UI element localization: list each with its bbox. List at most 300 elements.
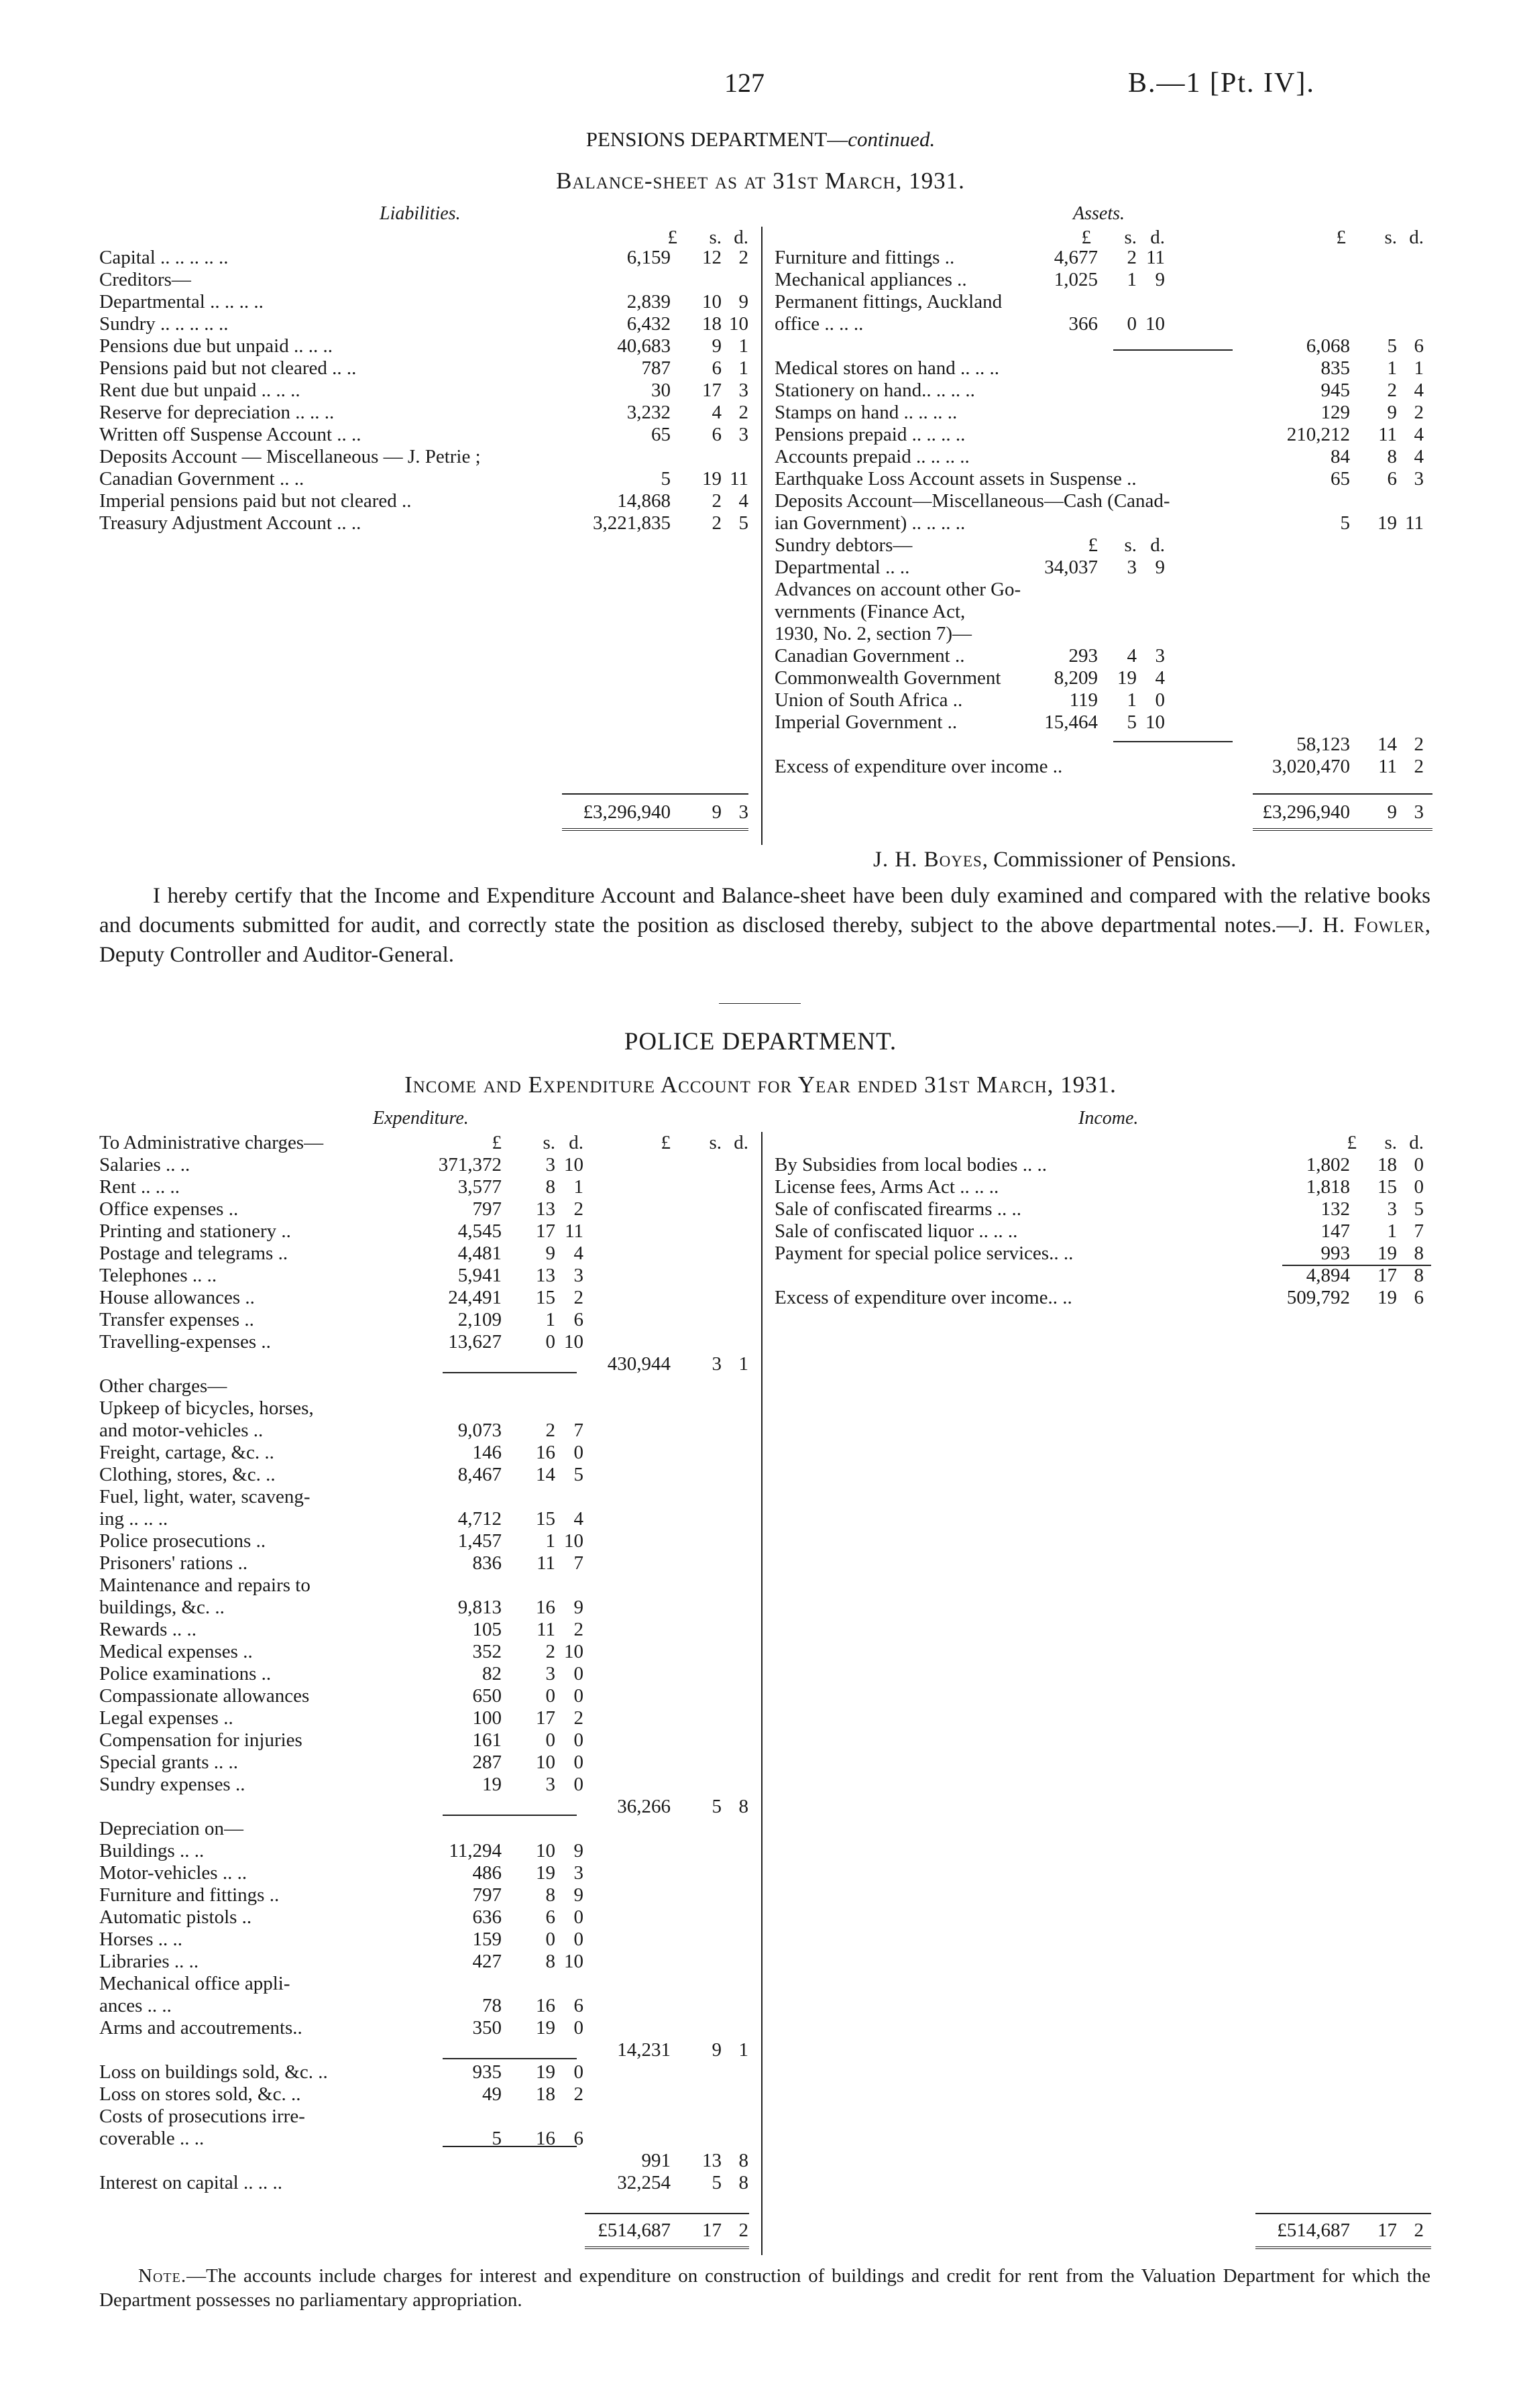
income-row-pence: 0 bbox=[1414, 1176, 1424, 1198]
income-row-pounds: 1,818 bbox=[1306, 1176, 1350, 1198]
expenditure-row-inner-pounds: 352 bbox=[472, 1641, 502, 1662]
expenditure-row-inner-shillings: 8 bbox=[545, 1884, 555, 1906]
expenditure-row-inner-pence: 10 bbox=[564, 1154, 583, 1176]
expenditure-row-pence: 1 bbox=[738, 1353, 748, 1375]
asset-row-inner-shillings: 1 bbox=[1127, 689, 1137, 711]
asset-row-label: Mechanical appliances .. bbox=[775, 269, 967, 290]
asset-row-inner-shillings: 19 bbox=[1117, 667, 1137, 689]
income-total-pounds: £514,687 bbox=[1277, 2220, 1350, 2241]
income-row bbox=[775, 1154, 1432, 1176]
expenditure-row-inner-pounds: 427 bbox=[472, 1951, 502, 1972]
col-shillings-header: s. bbox=[1384, 227, 1397, 248]
asset-row-inner-pence: 10 bbox=[1145, 711, 1165, 733]
expenditure-row-inner-pence: 1 bbox=[573, 1176, 583, 1198]
asset-row-inner-pounds: 293 bbox=[1068, 645, 1098, 667]
expenditure-row bbox=[99, 2128, 756, 2150]
asset-row-inner-pounds: 1,025 bbox=[1054, 269, 1098, 290]
expenditure-row-inner-pence: 10 bbox=[564, 1530, 583, 1552]
expenditure-row-label: Depreciation on— bbox=[99, 1818, 244, 1839]
expenditure-row-inner-pence: 2 bbox=[573, 1619, 583, 1640]
expenditure-row bbox=[99, 1774, 756, 1796]
liability-row bbox=[99, 446, 756, 468]
asset-row-pounds: 129 bbox=[1320, 402, 1350, 423]
expenditure-row-inner-shillings: 10 bbox=[536, 1752, 555, 1773]
expenditure-row-inner-shillings: 3 bbox=[545, 1663, 555, 1684]
asset-row-inner-shillings: 3 bbox=[1127, 557, 1137, 578]
liability-row-pounds: 6,159 bbox=[626, 247, 671, 268]
liability-row-label: Capital .. .. .. .. .. bbox=[99, 247, 229, 268]
section-separator bbox=[719, 1003, 801, 1004]
asset-row-inner-pounds: 15,464 bbox=[1044, 711, 1098, 733]
balance-sheet-divider bbox=[761, 227, 763, 845]
expenditure-row bbox=[99, 1486, 756, 1508]
income-total-pence: 2 bbox=[1414, 2220, 1424, 2241]
expenditure-row-inner-pounds: 11,294 bbox=[449, 1840, 502, 1861]
expenditure-row-inner-shillings: 16 bbox=[536, 2128, 555, 2149]
asset-row bbox=[775, 402, 1432, 424]
income-row-label: Sale of confiscated firearms .. .. bbox=[775, 1198, 1021, 1220]
expenditure-row-inner-pence: 0 bbox=[573, 1442, 583, 1463]
liability-row-pounds: 14,868 bbox=[617, 490, 671, 512]
asset-row-pounds: 58,123 bbox=[1296, 734, 1350, 755]
asset-row bbox=[775, 512, 1432, 534]
expenditure-row-inner-pounds: 105 bbox=[472, 1619, 502, 1640]
expenditure-row-inner-shillings: 16 bbox=[536, 1995, 555, 2016]
expenditure-row-inner-pence: 2 bbox=[573, 1287, 583, 1308]
expenditure-total-shillings: 17 bbox=[702, 2220, 722, 2241]
liability-row bbox=[99, 490, 756, 512]
expenditure-row-inner-shillings: 13 bbox=[536, 1198, 555, 1220]
expenditure-row-pounds: 991 bbox=[641, 2150, 671, 2171]
expenditure-row-inner-pence: 0 bbox=[573, 1685, 583, 1707]
expenditure-row-pence: 1 bbox=[738, 2039, 748, 2061]
expenditure-row-inner-pounds: 797 bbox=[472, 1884, 502, 1906]
expenditure-row-inner-pence: d. bbox=[569, 1132, 583, 1153]
expenditure-row-inner-shillings: 8 bbox=[545, 1951, 555, 1972]
liability-row-shillings: 18 bbox=[702, 313, 722, 335]
expenditure-row-inner-pence: 9 bbox=[573, 1597, 583, 1618]
asset-row-inner-pence: 9 bbox=[1155, 269, 1165, 290]
income-row-shillings: 15 bbox=[1377, 1176, 1397, 1198]
expenditure-row-inner-pence: 6 bbox=[573, 1309, 583, 1330]
expenditure-row-label: Loss on buildings sold, &c. .. bbox=[99, 2061, 328, 2083]
certification-text: I hereby certify that the Income and Expenditure Account and Balance-sheet have been duly examined and compared with the relative books and documents submitted for audit, and correctly state the position as disclosed thereby, subject to the above departmental notes.— bbox=[99, 884, 1430, 937]
expenditure-row-inner-pounds: 3,577 bbox=[457, 1176, 502, 1198]
liability-row-label: Reserve for depreciation .. .. .. bbox=[99, 402, 335, 423]
asset-row bbox=[775, 357, 1432, 380]
liability-row-pounds: 30 bbox=[651, 380, 671, 401]
pensions-title-cont: continued. bbox=[848, 127, 936, 151]
expenditure-row-pounds: 14,231 bbox=[617, 2039, 671, 2061]
expenditure-row bbox=[99, 1552, 756, 1574]
liability-row-label: Pensions paid but not cleared .. .. bbox=[99, 357, 357, 379]
expenditure-row-inner-pence: 6 bbox=[573, 2128, 583, 2149]
asset-row bbox=[775, 380, 1432, 402]
assets-heading: Assets. bbox=[1073, 203, 1125, 224]
income-row-shillings: 17 bbox=[1377, 1265, 1397, 1286]
expenditure-row bbox=[99, 2061, 756, 2083]
liability-row-shillings: 12 bbox=[702, 247, 722, 268]
liability-row bbox=[99, 247, 756, 269]
asset-row-shillings: 6 bbox=[1387, 468, 1397, 490]
asset-row bbox=[775, 579, 1432, 601]
expenditure-row bbox=[99, 1597, 756, 1619]
expenditure-row-inner-pounds: 13,627 bbox=[448, 1331, 502, 1353]
expenditure-row-inner-pence: 4 bbox=[573, 1508, 583, 1530]
expenditure-row-inner-pounds: 4,545 bbox=[457, 1220, 502, 1242]
income-total-rule bbox=[1255, 2213, 1431, 2214]
income-row-pounds: 993 bbox=[1320, 1243, 1350, 1264]
expenditure-row bbox=[99, 1663, 756, 1685]
expenditure-row-inner-pounds: 24,491 bbox=[448, 1287, 502, 1308]
asset-row-shillings: 9 bbox=[1387, 402, 1397, 423]
income-total-shillings: 17 bbox=[1377, 2220, 1397, 2241]
assets-total-pounds: £3,296,940 bbox=[1262, 801, 1350, 823]
income-row-shillings: 3 bbox=[1387, 1198, 1397, 1220]
expenditure-row-inner-pounds: 836 bbox=[472, 1552, 502, 1574]
expenditure-row-pence: 8 bbox=[738, 1796, 748, 1817]
expenditure-row-inner-pounds: 9,073 bbox=[457, 1420, 502, 1441]
income-row-pence: 0 bbox=[1414, 1154, 1424, 1176]
asset-row-label: 1930, No. 2, section 7)— bbox=[775, 623, 972, 644]
asset-row-inner-shillings: 5 bbox=[1127, 711, 1137, 733]
income-row-shillings: s. bbox=[1384, 1132, 1397, 1153]
assets-column-header bbox=[775, 227, 1432, 249]
income-row-pence: 8 bbox=[1414, 1265, 1424, 1286]
expenditure-row-inner-pounds: 636 bbox=[472, 1906, 502, 1928]
expenditure-row-label: Mechanical office appli- bbox=[99, 1973, 290, 1994]
expenditure-row-label: buildings, &c. .. bbox=[99, 1597, 225, 1618]
asset-row bbox=[775, 335, 1432, 357]
expenditure-row bbox=[99, 1353, 756, 1375]
income-row-pounds: 4,894 bbox=[1306, 1265, 1350, 1286]
expenditure-row-inner-shillings: 14 bbox=[536, 1464, 555, 1485]
liability-row bbox=[99, 291, 756, 313]
balance-sheet-title: Balance-sheet as at 31st March, 1931. bbox=[556, 168, 965, 194]
liability-row-shillings: 9 bbox=[712, 335, 722, 357]
asset-row-shillings: 11 bbox=[1378, 756, 1397, 777]
col-pounds-header: £ bbox=[1081, 227, 1091, 248]
expenditure-row-label: House allowances .. bbox=[99, 1287, 255, 1308]
liability-row bbox=[99, 402, 756, 424]
col-pence-header: d. bbox=[1409, 227, 1424, 248]
expenditure-row-label: Prisoners' rations .. bbox=[99, 1552, 248, 1574]
expenditure-total-row bbox=[99, 2220, 756, 2242]
asset-row bbox=[775, 291, 1432, 313]
expenditure-row bbox=[99, 1929, 756, 1951]
income-row bbox=[775, 1243, 1432, 1265]
expenditure-row-inner-pounds: 159 bbox=[472, 1929, 502, 1950]
asset-row bbox=[775, 534, 1432, 557]
asset-row bbox=[775, 446, 1432, 468]
assets-total-pence: 3 bbox=[1414, 801, 1424, 823]
liability-row bbox=[99, 269, 756, 291]
asset-row-inner-pence: 0 bbox=[1155, 689, 1165, 711]
expenditure-row bbox=[99, 1397, 756, 1420]
expenditure-row bbox=[99, 1464, 756, 1486]
asset-row bbox=[775, 645, 1432, 667]
expenditure-row-label: ing .. .. .. bbox=[99, 1508, 168, 1530]
liabilities-total-row bbox=[99, 801, 756, 823]
expenditure-row-inner-pence: 0 bbox=[573, 1663, 583, 1684]
col-pence-header: d. bbox=[1150, 227, 1165, 248]
expenditure-row-inner-pounds: 5 bbox=[492, 2128, 502, 2149]
asset-row-label: Imperial Government .. bbox=[775, 711, 958, 733]
expenditure-row-inner-pounds: 4,712 bbox=[457, 1508, 502, 1530]
expenditure-row-label: Office expenses .. bbox=[99, 1198, 239, 1220]
asset-row-inner-pence: 11 bbox=[1146, 247, 1165, 268]
asset-row bbox=[775, 734, 1432, 756]
liability-row-label: Treasury Adjustment Account .. .. bbox=[99, 512, 361, 534]
expenditure-row-label: Maintenance and repairs to bbox=[99, 1574, 311, 1596]
asset-row-label: Union of South Africa .. bbox=[775, 689, 963, 711]
liability-row-shillings: 2 bbox=[712, 490, 722, 512]
income-row-label: License fees, Arms Act .. .. .. bbox=[775, 1176, 999, 1198]
income-row-label: Sale of confiscated liquor .. .. .. bbox=[775, 1220, 1018, 1242]
liability-row-pence: 1 bbox=[738, 335, 748, 357]
expenditure-row bbox=[99, 1995, 756, 2017]
expenditure-row-inner-shillings: 3 bbox=[545, 1774, 555, 1795]
asset-row-shillings: 8 bbox=[1387, 446, 1397, 467]
expenditure-row-label: Other charges— bbox=[99, 1375, 227, 1397]
income-total-double-rule bbox=[1255, 2246, 1431, 2249]
asset-row-label: ian Government) .. .. .. .. bbox=[775, 512, 966, 534]
expenditure-row bbox=[99, 1752, 756, 1774]
asset-row-inner-pounds: 119 bbox=[1069, 689, 1098, 711]
expenditure-row-pence: d. bbox=[734, 1132, 748, 1153]
col-shillings-header: s. bbox=[1124, 227, 1137, 248]
expenditure-row-inner-pounds: 5,941 bbox=[457, 1265, 502, 1286]
expenditure-row-inner-shillings: 19 bbox=[536, 2061, 555, 2083]
expenditure-row-label: Costs of prosecutions irre- bbox=[99, 2106, 305, 2127]
expenditure-row-pence: 8 bbox=[738, 2172, 748, 2193]
asset-row-label: Accounts prepaid .. .. .. .. bbox=[775, 446, 970, 467]
income-row-pounds: £ bbox=[1347, 1132, 1357, 1153]
liability-row-pence: 10 bbox=[729, 313, 748, 335]
expenditure-row-pounds: 430,944 bbox=[607, 1353, 671, 1375]
expenditure-row-label: Upkeep of bicycles, horses, bbox=[99, 1397, 314, 1419]
liability-row-shillings: 4 bbox=[712, 402, 722, 423]
liability-row-label: Deposits Account — Miscellaneous — J. Petrie ; bbox=[99, 446, 481, 467]
liability-row-shillings: 6 bbox=[712, 424, 722, 445]
asset-row-label: Departmental .. .. bbox=[775, 557, 910, 578]
expenditure-row bbox=[99, 1309, 756, 1331]
income-row-pounds: 509,792 bbox=[1286, 1287, 1350, 1308]
expenditure-row-inner-pounds: 9,813 bbox=[457, 1597, 502, 1618]
expenditure-row-label: Loss on stores sold, &c. .. bbox=[99, 2083, 301, 2105]
liability-row bbox=[99, 357, 756, 380]
income-heading: Income. bbox=[1078, 1108, 1139, 1129]
expenditure-row-label: Travelling-expenses .. bbox=[99, 1331, 271, 1353]
expenditure-row-inner-pounds: 4,481 bbox=[457, 1243, 502, 1264]
expenditure-row-inner-shillings: 8 bbox=[545, 1176, 555, 1198]
expenditure-row-inner-shillings: 15 bbox=[536, 1287, 555, 1308]
expenditure-row-inner-pence: 3 bbox=[573, 1862, 583, 1884]
expenditure-row-label: Motor-vehicles .. .. bbox=[99, 1862, 247, 1884]
pensions-title bbox=[0, 127, 1521, 152]
expenditure-row-label: Clothing, stores, &c. .. bbox=[99, 1464, 276, 1485]
asset-row-pence: 3 bbox=[1414, 468, 1424, 490]
expenditure-row-inner-pence: 11 bbox=[565, 1220, 583, 1242]
income-row-shillings: 19 bbox=[1377, 1243, 1397, 1264]
expenditure-row-inner-pence: 0 bbox=[573, 1729, 583, 1751]
expenditure-row-inner-pence: 6 bbox=[573, 1995, 583, 2016]
signature-title: , Commissioner of Pensions. bbox=[982, 848, 1237, 872]
liability-row bbox=[99, 512, 756, 534]
asset-row-label: office .. .. .. bbox=[775, 313, 864, 335]
asset-row-label: Excess of expenditure over income .. bbox=[775, 756, 1063, 777]
expenditure-row-label: Freight, cartage, &c. .. bbox=[99, 1442, 274, 1463]
expenditure-row-inner-shillings: 19 bbox=[536, 2017, 555, 2039]
asset-row-pounds: 6,068 bbox=[1306, 335, 1350, 357]
col-shillings-header: s. bbox=[709, 227, 722, 248]
asset-row-inner-shillings: s. bbox=[1124, 534, 1137, 556]
expenditure-row-inner-pence: 7 bbox=[573, 1420, 583, 1441]
expenditure-row-label: Libraries .. .. bbox=[99, 1951, 199, 1972]
expenditure-row-inner-pence: 4 bbox=[573, 1243, 583, 1264]
expenditure-row-label: Furniture and fittings .. bbox=[99, 1884, 280, 1906]
page-number: 127 bbox=[724, 68, 765, 98]
income-expenditure-divider bbox=[761, 1132, 763, 2255]
assets-subtotal-rule-2 bbox=[1113, 741, 1233, 742]
expenditure-row-label: coverable .. .. bbox=[99, 2128, 205, 2149]
expenditure-row-pounds: 36,266 bbox=[617, 1796, 671, 1817]
liability-row-pounds: 2,839 bbox=[626, 291, 671, 312]
expenditure-row bbox=[99, 2083, 756, 2106]
liabilities-total-pence: 3 bbox=[738, 801, 748, 823]
liability-row-pence: 3 bbox=[738, 380, 748, 401]
asset-row-shillings: 14 bbox=[1377, 734, 1397, 755]
expenditure-row-inner-pounds: 146 bbox=[472, 1442, 502, 1463]
expenditure-row-inner-shillings: 3 bbox=[545, 1154, 555, 1176]
income-table bbox=[775, 1132, 1432, 1400]
expenditure-row-label: and motor-vehicles .. bbox=[99, 1420, 264, 1441]
liability-row-pounds: 5 bbox=[661, 468, 671, 490]
asset-row-label: Furniture and fittings .. bbox=[775, 247, 955, 268]
expenditure-row bbox=[99, 1906, 756, 1929]
asset-row bbox=[775, 756, 1432, 778]
expenditure-row bbox=[99, 1442, 756, 1464]
expenditure-row-inner-shillings: 11 bbox=[537, 1619, 555, 1640]
asset-row bbox=[775, 601, 1432, 623]
expenditure-row-inner-pence: 0 bbox=[573, 1774, 583, 1795]
expenditure-row-inner-pounds: 82 bbox=[482, 1663, 502, 1684]
expenditure-row-label: Salaries .. .. bbox=[99, 1154, 190, 1176]
expenditure-row bbox=[99, 1375, 756, 1397]
asset-row-label: Stationery on hand.. .. .. .. bbox=[775, 380, 975, 401]
expenditure-row bbox=[99, 1530, 756, 1552]
liability-row-pence: 1 bbox=[738, 357, 748, 379]
expenditure-row-inner-pounds: 161 bbox=[472, 1729, 502, 1751]
liability-row-pence: 2 bbox=[738, 247, 748, 268]
liability-row-shillings: 17 bbox=[702, 380, 722, 401]
asset-row-pence: 11 bbox=[1405, 512, 1424, 534]
expenditure-row-inner-shillings: 0 bbox=[545, 1729, 555, 1751]
exp-subtotal-rule-2 bbox=[443, 1815, 577, 1816]
asset-row-inner-pounds: £ bbox=[1088, 534, 1098, 556]
income-row bbox=[775, 1176, 1432, 1198]
expenditure-row bbox=[99, 1508, 756, 1530]
liabilities-rows bbox=[99, 247, 756, 823]
asset-row-inner-pence: 10 bbox=[1145, 313, 1165, 335]
liabilities-heading: Liabilities. bbox=[380, 203, 461, 224]
expenditure-row bbox=[99, 1220, 756, 1243]
income-row-shillings: 1 bbox=[1387, 1220, 1397, 1242]
assets-rows bbox=[775, 247, 1432, 823]
liability-row-pence: 11 bbox=[730, 468, 748, 490]
expenditure-row bbox=[99, 1574, 756, 1597]
expenditure-row-label: Police examinations .. bbox=[99, 1663, 272, 1684]
expenditure-row bbox=[99, 1973, 756, 1995]
expenditure-row-inner-pence: 9 bbox=[573, 1884, 583, 1906]
expenditure-row-inner-shillings: 13 bbox=[536, 1265, 555, 1286]
liability-row-pounds: 787 bbox=[641, 357, 671, 379]
expenditure-row bbox=[99, 1619, 756, 1641]
exp-total-rule bbox=[585, 2213, 749, 2214]
expenditure-row-label: Buildings .. .. bbox=[99, 1840, 205, 1861]
liabilities-table bbox=[99, 227, 756, 830]
asset-row-pence: 2 bbox=[1414, 402, 1424, 423]
expenditure-row-inner-pence: 10 bbox=[564, 1641, 583, 1662]
assets-table bbox=[775, 227, 1432, 830]
income-row-pence: 8 bbox=[1414, 1243, 1424, 1264]
assets-total-double-rule bbox=[1253, 828, 1432, 831]
expenditure-row-inner-pounds: 797 bbox=[472, 1198, 502, 1220]
note-text: —The accounts include charges for interest and expenditure on construction of buildings and credit for rent from the Valuation Department for which the Department possesses no parliamentary appropriation. bbox=[99, 2265, 1430, 2311]
liabilities-total-rule bbox=[562, 793, 748, 795]
liabilities-total-pounds: £3,296,940 bbox=[583, 801, 671, 823]
liability-row-shillings: 19 bbox=[702, 468, 722, 490]
expenditure-row-label: Rent .. .. .. bbox=[99, 1176, 180, 1198]
liability-row-pence: 5 bbox=[738, 512, 748, 534]
expenditure-row-inner-shillings: 0 bbox=[545, 1929, 555, 1950]
expenditure-row bbox=[99, 1287, 756, 1309]
expenditure-row-inner-pence: 2 bbox=[573, 1198, 583, 1220]
asset-row-pence: 1 bbox=[1414, 357, 1424, 379]
expenditure-row-inner-shillings: 10 bbox=[536, 1840, 555, 1861]
asset-row-pence: 2 bbox=[1414, 734, 1424, 755]
expenditure-row-inner-shillings: 9 bbox=[545, 1243, 555, 1264]
expenditure-row-inner-shillings: 19 bbox=[536, 1862, 555, 1884]
asset-row-pounds: 65 bbox=[1331, 468, 1350, 490]
expenditure-row bbox=[99, 1198, 756, 1220]
income-row-label: Excess of expenditure over income.. .. bbox=[775, 1287, 1072, 1308]
asset-row-shillings: 11 bbox=[1378, 424, 1397, 445]
income-row-pounds: 1,802 bbox=[1306, 1154, 1350, 1176]
exp-subtotal-rule-4 bbox=[443, 2146, 577, 2147]
expenditure-row-inner-pounds: 935 bbox=[472, 2061, 502, 2083]
expenditure-row-inner-pence: 3 bbox=[573, 1265, 583, 1286]
asset-row bbox=[775, 711, 1432, 734]
expenditure-row-inner-shillings: 17 bbox=[536, 1707, 555, 1729]
asset-row-pence: 4 bbox=[1414, 446, 1424, 467]
commissioner-signature bbox=[873, 848, 1236, 872]
expenditure-row-shillings: 13 bbox=[702, 2150, 722, 2171]
expenditure-row-label: Special grants .. .. bbox=[99, 1752, 238, 1773]
income-row-pence: 6 bbox=[1414, 1287, 1424, 1308]
liability-row-pence: 2 bbox=[738, 402, 748, 423]
liability-row-pounds: 65 bbox=[651, 424, 671, 445]
expenditure-row bbox=[99, 1951, 756, 1973]
liability-row-shillings: 2 bbox=[712, 512, 722, 534]
expenditure-row bbox=[99, 2017, 756, 2039]
expenditure-row bbox=[99, 1243, 756, 1265]
asset-row-pence: 2 bbox=[1414, 756, 1424, 777]
col-pounds-header: £ bbox=[667, 227, 677, 248]
liability-row-pounds: 6,432 bbox=[626, 313, 671, 335]
expenditure-row-inner-shillings: 18 bbox=[536, 2083, 555, 2105]
asset-row-inner-shillings: 0 bbox=[1127, 313, 1137, 335]
